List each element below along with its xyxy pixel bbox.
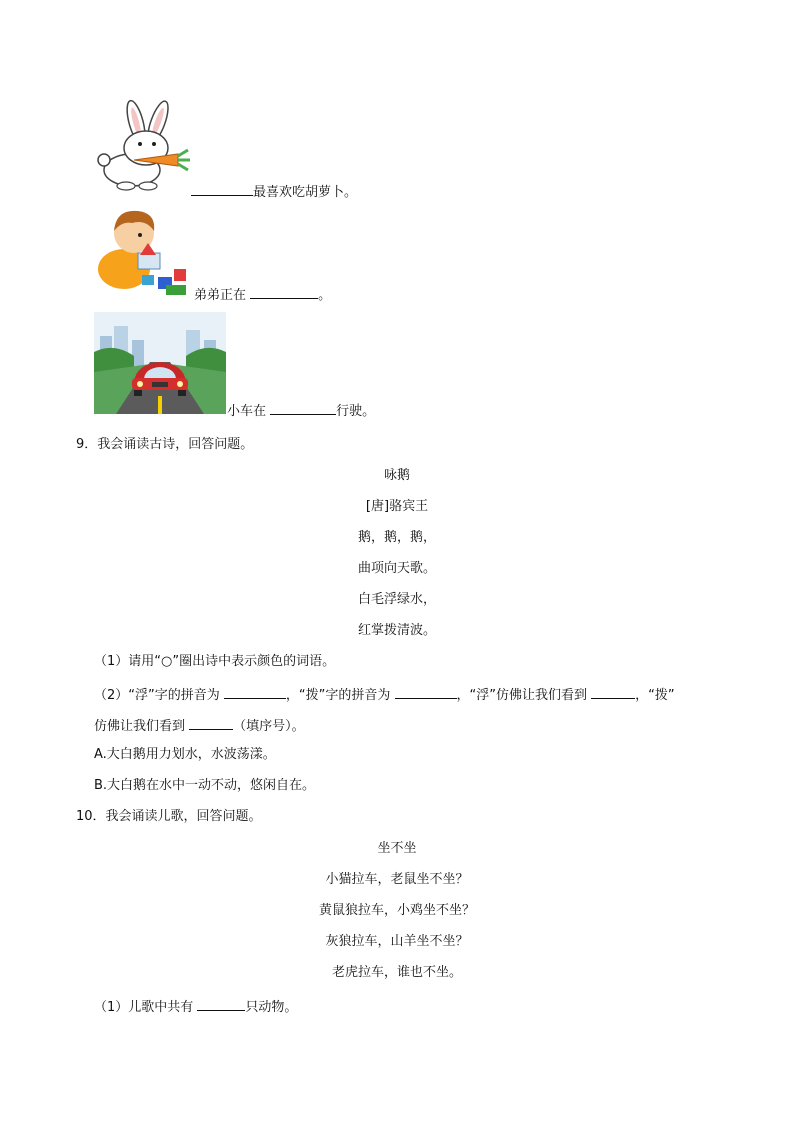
q9-poem-line-4: 红掌拨清波。: [357, 623, 436, 638]
q9-poem-line-2: 曲项向天歌。: [357, 561, 436, 576]
item-3-text-before: 小车在: [227, 404, 267, 419]
q10-song-title: 坐不坐: [377, 841, 417, 856]
q9-sub2-text: （2）“浮”字的拼音为: [94, 688, 220, 703]
q9-poem-title: 咏鹅: [383, 468, 410, 483]
answer-blank[interactable]: [224, 684, 286, 699]
item-2-line: [194, 284, 331, 305]
item-1-text: 最喜欢吃胡萝卜。: [253, 185, 358, 200]
answer-blank[interactable]: [270, 400, 336, 415]
q9-option-b: B.大白鹅在水中一动不动，悠闲自在。: [94, 778, 316, 793]
answer-blank[interactable]: [189, 715, 233, 730]
answer-blank[interactable]: [395, 684, 457, 699]
car-road-picture: [94, 312, 226, 414]
q10-song-line-1: 小猫拉车，老鼠坐不坐？: [325, 872, 469, 887]
q9-sub2-text: 仿佛让我们看到: [94, 719, 186, 734]
item-2-text-after: 。: [318, 288, 332, 303]
q9-poem-author: [唐]骆宾王: [365, 499, 429, 514]
answer-blank[interactable]: [191, 181, 253, 196]
q10-heading: 10．我会诵读儿歌，回答问题。: [76, 809, 262, 824]
answer-blank[interactable]: [591, 684, 635, 699]
q10-song-line-4: 老虎拉车，谁也不坐。: [331, 965, 462, 980]
q9-sub2-text: （填序号）。: [233, 719, 305, 734]
q9-sub2-text: ，“拨”字的拼音为: [285, 688, 391, 703]
q9-poem-line-3: 白毛浮绿水，: [357, 592, 436, 607]
q9-option-a: A.大白鹅用力划水，水波荡漾。: [94, 747, 276, 762]
q10-sub1-text: （1）儿歌中共有: [94, 1000, 194, 1015]
q10-sub1-text: 只动物。: [245, 1000, 298, 1015]
q9-sub2-line-2: [94, 715, 305, 736]
q10-song-line-3: 灰狼拉车，山羊坐不坐？: [325, 934, 469, 949]
q9-heading: 9．我会诵读古诗，回答问题。: [76, 437, 254, 452]
q10-sub1: [94, 996, 297, 1017]
q9-sub2-line-1: [94, 684, 675, 705]
q10-song-line-2: 黄鼠狼拉车，小鸡坐不坐？: [318, 903, 475, 918]
q9-sub1: （1）请用“○”圈出诗中表示颜色的词语。: [94, 654, 336, 669]
item-3-text-after: 行驶。: [336, 404, 376, 419]
boy-blocks-picture: [96, 203, 192, 295]
rabbit-picture: [96, 96, 200, 192]
q9-sub2-text: ，“浮”仿佛让我们看到: [456, 688, 587, 703]
item-1-line: [191, 181, 357, 202]
q9-sub2-text: ，“拨”: [635, 688, 675, 703]
item-2-text-before: 弟弟正在: [194, 288, 247, 303]
q9-poem-line-1: 鹅，鹅，鹅，: [357, 530, 436, 545]
answer-blank[interactable]: [197, 996, 245, 1011]
answer-blank[interactable]: [250, 284, 318, 299]
item-3-line: [227, 400, 375, 421]
